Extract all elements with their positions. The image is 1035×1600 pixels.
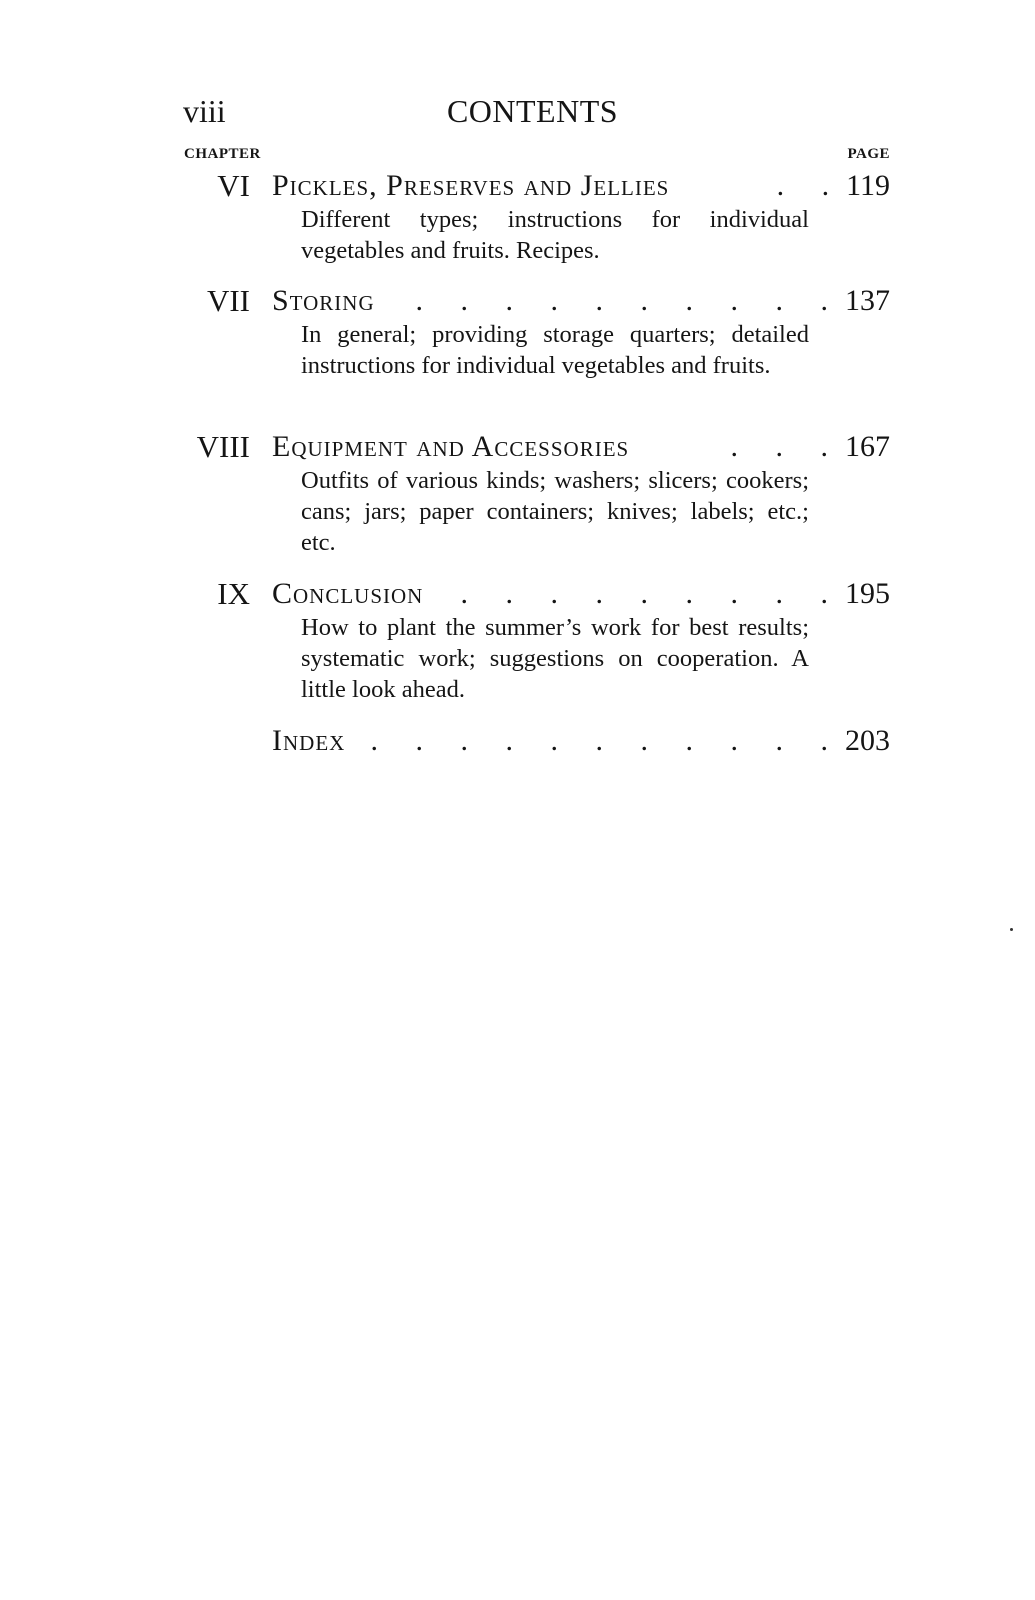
dot-leader: . . . [730,430,843,463]
chapter-description: How to plant the summer’s work for best results; systematic work; suggestions on cooperation. A little look ahead. [301,614,809,703]
page-reference: 119 [846,169,890,202]
chapter-numeral: VI [217,168,250,203]
running-title: CONTENTS [446,93,619,129]
chapter-title: Storing [272,284,375,317]
page-column-label: PAGE [847,146,890,162]
chapter-numeral: VII [206,283,250,318]
chapter-title: Conclusion [272,577,424,610]
dot-leader: . . . . . . . . . . . [370,724,843,757]
page-reference: 137 [845,284,890,317]
chapter-title: Equipment and Accessories [272,430,630,463]
index-title: Index [272,724,346,757]
dot-leader: . . [776,169,845,202]
chapter-title: Pickles, Preserves and Jellies [272,169,670,202]
dot-leader: . . . . . . . . . [460,577,843,610]
page-reference: 167 [845,430,890,463]
chapter-numeral: VIII [196,429,250,464]
chapter-column-label: CHAPTER [184,146,261,162]
chapter-description: In general; providing storage quarters; detailed instructions for individual vegetables and fruits. [301,321,809,379]
title-line [272,429,890,465]
chapter-description: Different types; instructions for individual vegetables and fruits. Recipes. [301,206,809,264]
chapter-numeral: IX [217,576,250,611]
title-line [272,723,890,759]
title-line [272,576,890,612]
title-line [272,168,890,204]
page-reference: 195 [845,577,890,610]
title-line [272,283,890,319]
page-number: viii [183,93,226,129]
dot-leader: . . . . . . . . . . [415,284,843,317]
page-reference: 203 [845,724,890,757]
print-speck [1010,928,1013,931]
chapter-description: Outfits of various kinds; washers; slicers; cookers; cans; jars; paper containers; knives; labels; etc.; etc. [301,467,809,556]
